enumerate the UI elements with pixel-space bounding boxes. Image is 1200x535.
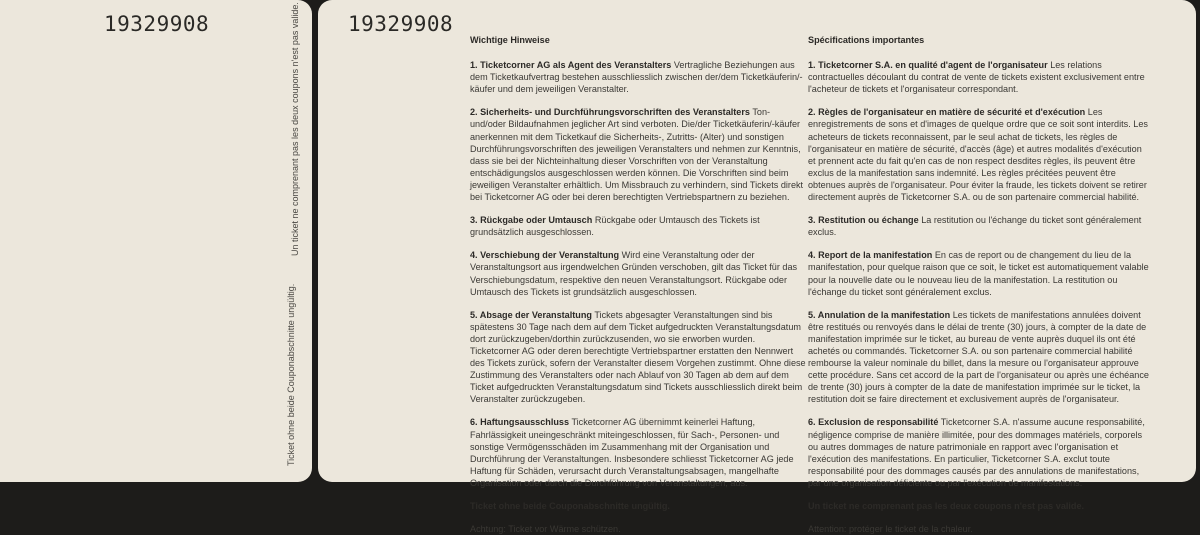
german-heat-warning: Achtung: Ticket vor Wärme schützen. [470,524,621,535]
french-item-4: 4. Report de la manifestation En cas de report ou de changement du lieu de la manifestation, pour quelque raison que ce soit, le ticket est automatiquement valable pour la nouvelle date ou le nouveau lieu de la manifestation. La restitution ou l'échange du ticket sont généralement exclus. [808,250,1149,297]
german-item-1: 1. Ticketcorner AG als Agent des Veranstalters Vertragliche Beziehungen aus dem Ticketkaufvertrag bestehen ausschliesslich zwischen der/dem Ticketkäuferin/-käufer und dem jeweiligen Veranstalter. [470,60,803,95]
french-item-2: 2. Règles de l'organisateur en matière de sécurité et d'exécution Les enregistrements de sons et d'images de quelque ordre que ce soit sont interdits. Les acheteurs de tickets reconnaissent, par le seul achat de tickets, les règles de l'organisateur en matière de sécurité, d'accès (âge) et autres modalités d'exécution et prennent acte du fait qu'en cas de non respect desdites règles, ils peuvent être exclus de la manifestation sans indemnité. Les règles précitées peuvent être obtenues auprès de l'organisateur. Pour éviter la fraude, les tickets doivent se retirer directement auprès de Ticketcorner S.A. ou de son partenaire commercial habilité. [808,107,1148,203]
stub-validity-note-fr: Un ticket ne comprenant pas les deux coupons n'est pas valide. [290,2,300,256]
french-heading: Spécifications importantes [808,35,925,45]
french-heat-warning: Attention: protéger le ticket de la chaleur. [808,524,973,535]
french-validity-note: Un ticket ne comprenant pas les deux coupons n'est pas valide. [808,501,1085,511]
german-item-6: 6. Haftungsausschluss Ticketcorner AG übernimmt keinerlei Haftung, Fahrlässigkeit uneingeschränkt miteingeschlossen, für Sach-, Personen- und sonstige Vermögensschäden im Zusammenhang mit der Organisation und Durchführung der Veranstaltungen. Insbesondere schliesst Ticketcorner AG jede Haftung für Schäden, verursacht durch Veranstaltungsabsagen, mangelhafte Organisation oder durch die Durchführung von Veranstaltungen, aus. [470,417,794,488]
german-terms-column [470,34,806,535]
german-item-2: 2. Sicherheits- und Durchführungsvorschriften des Veranstalters Ton- und/oder Bildaufnahmen jeglicher Art sind verboten. Die/der Ticketkäuferin/-käufer anerkennen mit dem Ticketkauf die Sicherheits-, Zutritts- (Alter) und sonstigen Durchführungsvorschriften des jeweiligen Veranstalters und nehmen zur Kenntnis, dass sie bei der Nichteinhaltung dieser Vorschriften von der Veranstaltung entschädigungslos ausgeschlossen werden können. Die Vorschriften sind beim jeweiligen Veranstalter erhältlich. Um Missbrauch zu verhindern, sind Tickets direkt bei Ticketcorner AG oder bei deren berechtigten Vertriebspartnern zu beziehen. [470,107,804,203]
german-heading: Wichtige Hinweise [470,35,550,45]
german-validity-note: Ticket ohne beide Couponabschnitte ungültig. [470,501,670,511]
stub-validity-note-de: Ticket ohne beide Couponabschnitte ungültig. [286,283,296,466]
ticket-stub [0,0,312,482]
french-item-5: 5. Annulation de la manifestation Les tickets de manifestations annulées doivent être restitués ou renvoyés dans le délai de trente (30) jours, à compter de la date de manifestation imprimée sur le ticket, au bureau de vente auprès duquel ils ont été achetés ou commandés. Ticketcorner S.A. ou son partenaire commercial habilité rembourse la valeur nominale du billet, dans la mesure ou l'organisateur approuve cette procédure. Sans cet accord de la part de l'organisateur ou après une échéance de trente (30) jours à compter de la date de manifestation imprimée sur le ticket, la restitution doit se faire directement et exclusivement auprès de l'organisateur. [808,309,1149,405]
french-item-6: 6. Exclusion de responsabilité Ticketcorner S.A. n'assume aucune responsabilité, négligence comprise de manière illimitée, pour des dommages matériels, corporels ou autres dommages de nature patrimoniale en rapport avec l'organisation et l'exécution des manifestations. En particulier, Ticketcorner S.A. exclut toute responsabilité pour des dommages causés par des annulations de manifestations, par une organisation déficiente ou par l'exécution de manifestations. [808,417,1145,488]
french-terms-column [808,34,1150,535]
main-serial-number: 19329908 [348,12,454,36]
ticket-main-coupon [318,0,1196,535]
german-item-5: 5. Absage der Veranstaltung Tickets abgesagter Veranstaltungen sind bis spätestens 30 Tage nach dem auf dem Ticket aufgedruckten Veranstaltungsdatum dort zurückzugeben/dorthin zurückzusenden, wo sie erworben wurden. Ticketcorner AG oder deren berechtigte Vertriebspartner erstatten den Nennwert des Tickets zurück, sofern der Veranstalter diesem Vorgehen zustimmt. Ohne diese Zustimmung des Veranstalters oder nach Ablauf von 30 Tagen ab dem auf dem Ticket aufgedruckten Veranstaltungsdatum sind Tickets ausschliesslich direkt beim Veranstalter zurückzugeben. [470,309,806,405]
german-item-3: 3. Rückgabe oder Umtausch Rückgabe oder Umtausch des Tickets ist grundsätzlich ausgeschlossen. [470,215,760,238]
german-item-4: 4. Verschiebung der Veranstaltung Wird eine Veranstaltung oder der Veranstaltungsort aus irgendwelchen Gründen verschoben, gilt das Ticket für das Verschiebungsdatum, respektive den neuen Veranstaltungsort. Rückgabe oder Umtausch des Tickets ist grundsätzlich ausgeschlossen. [470,250,798,297]
stub-serial-number: 19329908 [104,12,210,36]
french-item-1: 1. Ticketcorner S.A. en qualité d'agent de l'organisateur Les relations contractuelles découlant du contrat de vente de tickets existent exclusivement entre l'acheteur de tickets et l'organisateur correspondant. [808,60,1145,95]
french-item-3: 3. Restitution ou échange La restitution ou l'échange du ticket sont généralement exclus. [808,215,1142,238]
